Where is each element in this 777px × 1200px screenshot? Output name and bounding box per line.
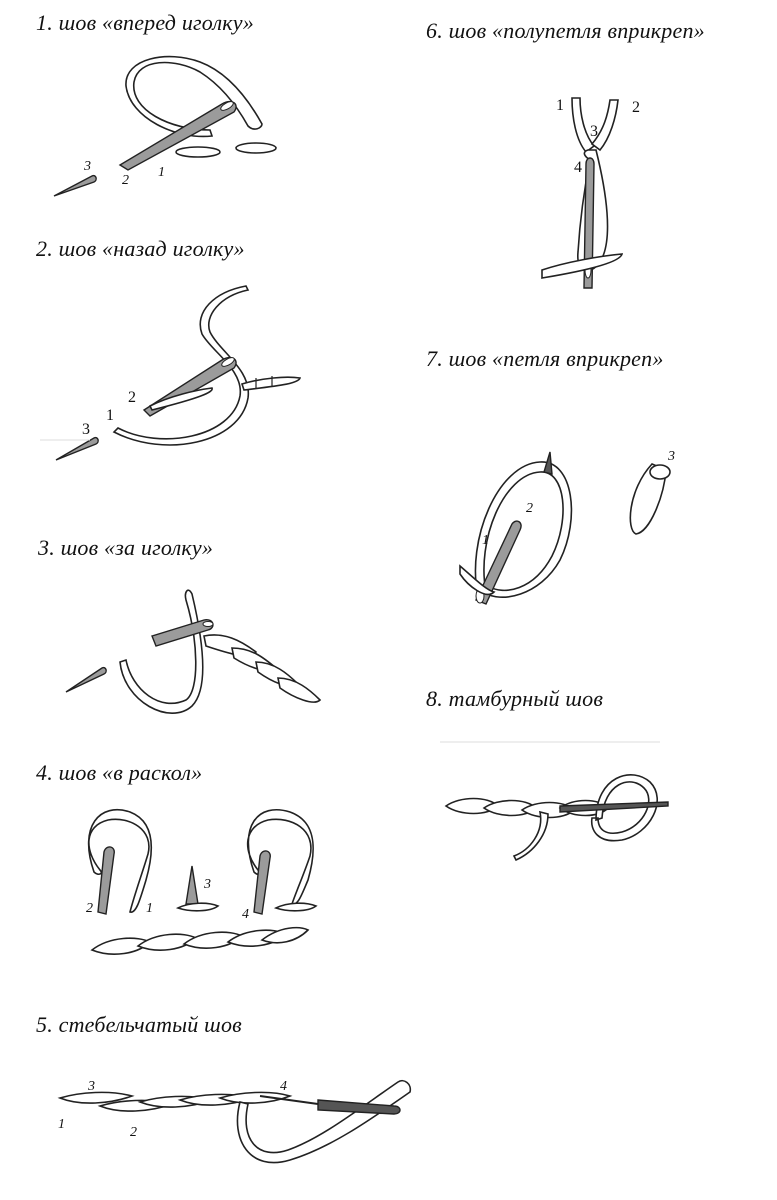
stitch-segment [242, 377, 300, 390]
needle [98, 847, 114, 914]
stitch-5-title: 5. стебельчатый шов [36, 1012, 242, 1037]
label-2: 2 [632, 99, 640, 116]
label-1: 1 [146, 901, 153, 916]
label-1: 1 [58, 1117, 65, 1132]
stitch-8-illustration [440, 742, 668, 860]
thread-hook [120, 590, 203, 713]
stitch-6-title: 6. шов «полупетля вприкреп» [426, 18, 705, 43]
split-stitch-rope [92, 928, 308, 954]
thread-loop [89, 810, 152, 912]
stitch-segment [176, 147, 220, 157]
label-3: 3 [84, 159, 91, 174]
stitch-4-illustration [86, 810, 316, 954]
stitch-3-illustration [66, 590, 320, 713]
needle [120, 102, 236, 170]
label-2: 2 [122, 173, 129, 188]
stitch-2-illustration [40, 286, 300, 460]
stitch-4-title: 4. шов «в раскол» [36, 760, 203, 785]
stitch-2-title: 2. шов «назад иголку» [36, 236, 245, 261]
label-1: 1 [556, 97, 564, 114]
stitch-8-title: 8. тамбурный шов [426, 686, 604, 711]
label-1: 1 [482, 533, 489, 548]
needle-tip [54, 176, 96, 196]
label-2: 2 [130, 1125, 137, 1140]
label-4: 4 [574, 159, 582, 176]
needle [186, 866, 198, 904]
stitch-3-title: 3. шов «за иголку» [38, 535, 214, 560]
label-3: 3 [82, 421, 90, 438]
stitch-segment [236, 143, 276, 153]
label-2: 2 [86, 901, 93, 916]
stitch-1-title: 1. шов «вперед иголку» [36, 10, 254, 35]
label-3: 3 [88, 1079, 95, 1094]
stem-stitch-line [60, 1092, 290, 1111]
needle-tip [56, 438, 98, 460]
label-3: 3 [590, 123, 598, 140]
braided-cord [204, 635, 320, 702]
stitch-5-illustration [58, 1079, 410, 1163]
label-4: 4 [242, 907, 249, 922]
label-2: 2 [128, 389, 136, 406]
stitch-1-illustration [54, 57, 276, 196]
needle-tip [66, 668, 106, 692]
stitch-6-illustration [542, 97, 640, 288]
label-3: 3 [204, 877, 211, 892]
label-4: 4 [280, 1079, 287, 1094]
needle [254, 851, 270, 914]
stitch-7-title: 7. шов «петля вприкреп» [426, 346, 664, 371]
label-3: 3 [668, 449, 675, 464]
stitch-7-illustration [460, 449, 675, 604]
thread-tail [514, 812, 548, 860]
label-1: 1 [106, 407, 114, 424]
label-1: 1 [158, 165, 165, 180]
label-2: 2 [526, 501, 533, 516]
